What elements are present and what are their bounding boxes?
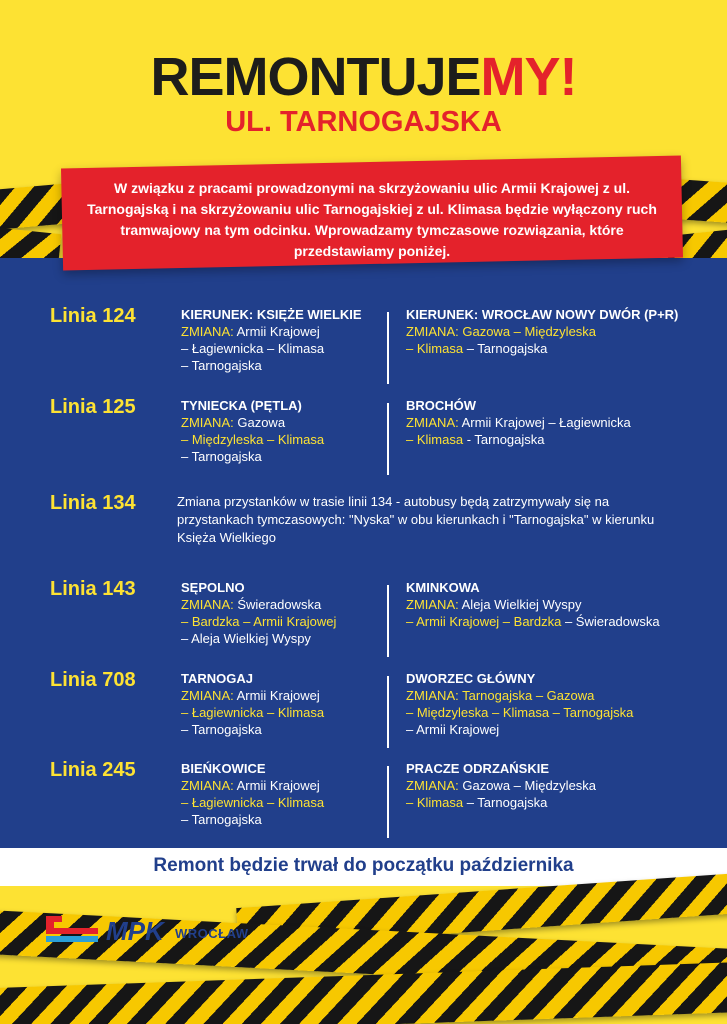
route-middle: – Łagiewnicka – Klimasa xyxy=(181,341,325,356)
title-accent: MY! xyxy=(480,47,577,107)
column-divider xyxy=(387,312,389,384)
line-label: Linia 124 xyxy=(50,305,136,327)
route-start: Aleja Wielkiej Wyspy xyxy=(461,597,582,612)
mpk-logo-icon xyxy=(42,912,102,946)
change-label: ZMIANA: xyxy=(406,778,459,793)
route-middle: – Łagiewnicka – Klimasa xyxy=(181,705,325,720)
route-end: - Tarnogajska xyxy=(466,432,545,447)
change-label: ZMIANA: xyxy=(406,415,459,430)
route-start: Gazowa – Międzyleska xyxy=(462,324,597,339)
direction-title: SĘPOLNO xyxy=(181,580,245,595)
column-divider xyxy=(387,403,389,475)
column-divider xyxy=(387,766,389,838)
direction-right xyxy=(406,760,721,811)
route-start: Armii Krajowej xyxy=(236,778,320,793)
route-end: – Tarnogajska xyxy=(181,812,262,827)
route-start: Gazowa – Międzyleska xyxy=(462,778,597,793)
route-middle: – Klimasa xyxy=(406,432,464,447)
direction-left xyxy=(181,670,381,738)
line-label: Linia 134 xyxy=(50,492,136,514)
line-label: Linia 245 xyxy=(50,759,136,781)
direction-title: KIERUNEK: KSIĘŻE WIELKIE xyxy=(181,307,362,322)
change-label: ZMIANA: xyxy=(181,688,234,703)
route-row-124 xyxy=(0,304,727,384)
route-note: Zmiana przystanków w trasie linii 134 - autobusy będą zatrzymywały się na przystankach tymczasowych: "Nyska" w obu kierunkach i "Tarnogajska" w kierunku Księża Wielkiego xyxy=(177,494,655,545)
route-start: Armii Krajowej xyxy=(236,324,320,339)
direction-title: TYNIECKA (PĘTLA) xyxy=(181,398,302,413)
column-divider xyxy=(387,676,389,748)
route-middle: – Klimasa xyxy=(406,341,464,356)
direction-title: KMINKOWA xyxy=(406,580,480,595)
info-banner-text: W związku z pracami prowadzonymi na skrzyżowaniu ulic Armii Krajowej z ul. Tarnogajską i na skrzyżowaniu ulic Tarnogajskiej z ul. Klimasa będzie wyłączony ruch tramwajowy na tym odcinku. Wprowadzamy tymczasowe rozwiązania, które przedstawiamy poniżej. xyxy=(87,180,657,259)
direction-left xyxy=(181,760,381,828)
route-row-125 xyxy=(0,395,727,475)
routes-panel xyxy=(0,258,727,848)
logo-brand: MPK xyxy=(106,916,164,946)
route-end: – Tarnogajska xyxy=(466,341,548,356)
direction-title: DWORZEC GŁÓWNY xyxy=(406,671,536,686)
column-divider xyxy=(387,585,389,657)
route-row-708 xyxy=(0,668,727,748)
route-row-143 xyxy=(0,577,727,657)
change-label: ZMIANA: xyxy=(406,324,459,339)
title-main: REMONTUJE xyxy=(150,47,481,107)
change-label: ZMIANA: xyxy=(181,415,234,430)
footer-text: Remont będzie trwał do początku października xyxy=(153,855,574,876)
change-label: ZMIANA: xyxy=(406,597,459,612)
direction-right xyxy=(406,670,721,738)
page-subtitle: UL. TARNOGAJSKA xyxy=(225,106,502,138)
route-middle: – Klimasa xyxy=(406,795,464,810)
route-middle: – Łagiewnicka – Klimasa xyxy=(181,795,325,810)
line-label: Linia 708 xyxy=(50,669,136,691)
direction-title: KIERUNEK: WROCŁAW NOWY DWÓR (P+R) xyxy=(406,307,679,322)
route-middle: – Międzyleska – Klimasa xyxy=(181,432,325,447)
direction-right xyxy=(406,306,721,357)
change-label: ZMIANA: xyxy=(181,778,234,793)
direction-right xyxy=(406,579,721,630)
direction-left xyxy=(181,579,381,647)
route-end: – Tarnogajska xyxy=(181,722,262,737)
route-start: Tarnogajska – Gazowa xyxy=(462,688,595,703)
direction-right xyxy=(406,397,721,448)
route-middle: – Międzyleska – Klimasa – Tarnogajska xyxy=(406,705,634,720)
route-middle: – Armii Krajowej – Bardzka xyxy=(406,614,562,629)
line-label: Linia 143 xyxy=(50,578,136,600)
route-end: – Tarnogajska xyxy=(181,358,262,373)
route-row-245 xyxy=(0,758,727,838)
direction-title: BIEŃKOWICE xyxy=(181,761,266,776)
change-label: ZMIANA: xyxy=(181,597,234,612)
page-title xyxy=(0,47,727,107)
direction-left xyxy=(181,306,381,374)
route-end: – Aleja Wielkiej Wyspy xyxy=(181,631,311,646)
route-start: Gazowa xyxy=(237,415,286,430)
route-end: – Armii Krajowej xyxy=(406,722,500,737)
route-end: – Świeradowska xyxy=(564,614,660,629)
route-start: Armii Krajowej xyxy=(236,688,320,703)
direction-title: TARNOGAJ xyxy=(181,671,253,686)
direction-title: PRACZE ODRZAŃSKIE xyxy=(406,761,550,776)
logo-city: WROCŁAW xyxy=(175,926,249,941)
route-end: – Tarnogajska xyxy=(466,795,548,810)
change-label: ZMIANA: xyxy=(181,324,234,339)
direction-left xyxy=(181,397,381,465)
route-start: Świeradowska xyxy=(237,597,322,612)
route-row-134 xyxy=(0,491,727,551)
line-label: Linia 125 xyxy=(50,396,136,418)
direction-title: BROCHÓW xyxy=(406,398,477,413)
route-end: – Tarnogajska xyxy=(181,449,262,464)
route-start: Armii Krajowej – Łagiewnicka xyxy=(461,415,631,430)
mpk-logo xyxy=(42,910,282,950)
change-label: ZMIANA: xyxy=(406,688,459,703)
route-middle: – Bardzka – Armii Krajowej xyxy=(181,614,337,629)
